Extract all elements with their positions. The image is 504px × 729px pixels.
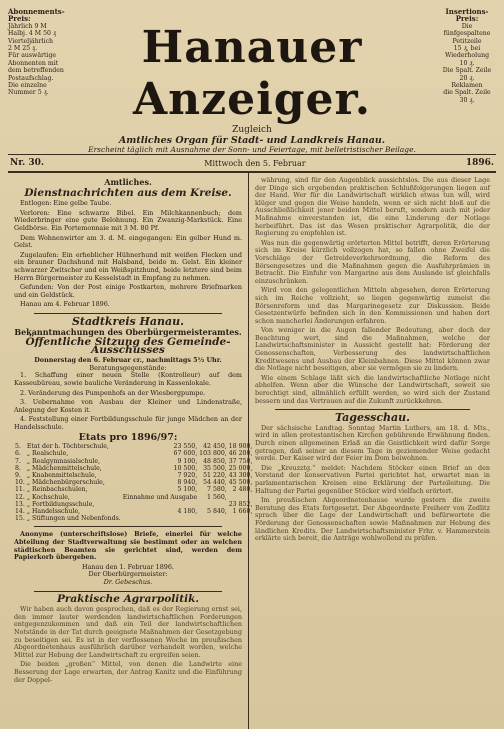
right-column bbox=[248, 173, 496, 729]
paragraph: Die beiden „großen“ Mittel, von denen die Landwirte eine Besserung der Lage erwarten, der Antrag Kanitz und die Einführung der Doppel- bbox=[14, 660, 242, 684]
budget-cell: 11. bbox=[15, 486, 25, 494]
budget-cell: 5 100, bbox=[177, 486, 198, 494]
advertising-line: 10 ₰. bbox=[459, 59, 475, 67]
budget-cell: „ Knabenmittelschule, bbox=[26, 472, 97, 480]
article-columns bbox=[8, 173, 496, 729]
budget-cell bbox=[198, 515, 228, 522]
budget-cell: 2 480, bbox=[232, 486, 253, 494]
budget-row bbox=[14, 443, 253, 450]
advertising-line: Die Spalt. Zeile bbox=[442, 67, 492, 75]
paragraph: Zugelaufen: Ein erheblicher Hühnerhund mit weißen Flecken und ein brauner Dachshund mit Halsband, beide m. Gelst. Ein kleiner schwarzer Zwitscher und ein Weißspitzhund, beide letztere sind beim Herrn Bürgermeister zu Kesselstadt in Empfang zu nehmen. bbox=[14, 250, 242, 282]
budget-row bbox=[14, 458, 253, 465]
budget-cell: „ Handelsschule, bbox=[26, 508, 81, 516]
budget-cell: 54 440, bbox=[203, 479, 227, 487]
budget-cell: „ Kochschule, bbox=[26, 493, 70, 501]
paragraph: Gefunden: Von der Post einige Postkarten, mehrere Briefmarken und ein Geldstück. bbox=[14, 283, 242, 299]
budget-cell: 1 560, bbox=[207, 493, 227, 501]
budget-row bbox=[14, 515, 253, 522]
advertising-line: Reklamen bbox=[451, 82, 483, 90]
section-city-district: Stadtkreis Hanau. bbox=[71, 314, 184, 328]
heading-public-session: Öffentliche Sitzung des Gemeinde-Ausschusses bbox=[25, 336, 231, 356]
masthead bbox=[8, 4, 496, 154]
budget-cell: 10. bbox=[15, 479, 25, 487]
budget-cell: 10 500, bbox=[173, 464, 198, 472]
paragraph: Was nun die gegenwärtig erörterten Mittel betrifft, deren Erörterung sich im Kreise kürzlich vollzogen hat, so fallen ohne Zweifel die Vorschläge der Getreideverkehrsordnung, die Reform des Börsengesetzes und die Maßnahmen gegen die Ausfuhrprämien in Betracht. Die Einfuhr von Margarine aus dem Auslande ist gleichfalls einzuschränken. bbox=[255, 238, 490, 285]
subscription-line: dem betreffenden bbox=[8, 67, 64, 75]
budget-row bbox=[14, 450, 253, 457]
advertising-rates-box bbox=[438, 8, 496, 104]
subtitle-zugleich: Zugleich bbox=[232, 125, 272, 135]
agenda-list bbox=[14, 372, 242, 431]
budget-cell: „ Realschule, bbox=[26, 450, 69, 458]
budget-cell: „ Mädchenbürgerschule, bbox=[26, 479, 105, 487]
advertising-line: Petitzeile bbox=[452, 37, 482, 45]
budget-cell: 43 300, bbox=[228, 472, 253, 480]
notice-date: Hanau den 1. Februar 1896. bbox=[82, 562, 174, 571]
subscription-line: Postaufschlag. bbox=[8, 74, 54, 82]
advertising-line: 15 ₰, bei bbox=[453, 45, 481, 53]
agenda-label: Beratungsgegenstände: bbox=[89, 363, 167, 372]
budget-cell: „ Stiftungen und Nebenfonds. bbox=[26, 515, 121, 523]
budget-row bbox=[14, 472, 253, 479]
budget-cell: 48 850, bbox=[203, 457, 227, 465]
dateline: Hanau am 4. Februar 1896. bbox=[20, 300, 110, 309]
heading-daily-review: Tagesschau. bbox=[335, 411, 410, 425]
newspaper-title: Hanauer Anzeiger. bbox=[132, 22, 372, 125]
paragraph: Im preußischen Abgeordnetenhause wurde gestern die zweite Beratung des Etats fortgesetzt. Der Abgeordnete Freiherr von Zedlitz sprach über die Lage der Landwirtschaft und befürwortete die Förderung der Genossenschaften sowie Maßnahmen zur Hebung des ländlichen Kredits. Der Landwirtschaftsminister Frhr. v. Hammerstein erklärte sich bereit, die Anträge wohlwollend zu prüfen. bbox=[255, 496, 490, 543]
paragraph: Wie einem Schlage läßt sich die landwirtschaftliche Notlage nicht abhelfen. Wenn aber die Wünsche der Landwirtschaft, soweit sie berechtigt sind, allmählich erfüllt werden, so wird sich der Zustand bessern und das Vertrauen auf die Zukunft zurückkehren. bbox=[255, 373, 490, 405]
budget-cell: 14. bbox=[15, 508, 25, 516]
budget-row bbox=[14, 494, 253, 501]
paragraph: Dem Wohnenwirter am 3. d. M. eingegangen: Ein gelber Hund m. Gelst. bbox=[14, 233, 242, 250]
budget-row bbox=[14, 465, 253, 472]
paragraph: Von weniger in die Augen fallender Bedeutung, aber doch der Beachtung wert, sind die Maßnahmen, welche der Landwirtschaftsminister in Aussicht gestellt hat: Förderung der Genossenschaften, Verbesserung des landwirtschaftlichen Kreditwesens und Ausbau der Kleinbahnen. Diese Mittel können zwar die Notlage nicht beseitigen, aber sie vermögen sie zu lindern. bbox=[255, 326, 490, 373]
budget-cell: 13. bbox=[15, 500, 25, 508]
left-column bbox=[8, 173, 253, 729]
subscription-line: 2 M 25 ₰. bbox=[8, 45, 38, 53]
paragraph: Wird von den gelegentlichen Mitteln abgesehen, deren Erörterung sich im Reiche vollzieht, so liegen gegenwärtig zumeist die Börsenreform und das Margarinegesetz zur Diskussion. Beide Gesetzentwürfe befinden sich in den Kommissionen und haben dort schon mancherlei Änderungen erfahren. bbox=[255, 286, 490, 325]
issue-number: Nr. 30. bbox=[10, 158, 45, 168]
advertising-line: Die fünfgespaltene bbox=[443, 22, 491, 38]
notice-signature-name: Dr. Gebeschus. bbox=[103, 578, 153, 587]
budget-cell: „ Reinbachschulen, bbox=[26, 486, 88, 494]
budget-cell: 1 660, bbox=[232, 508, 253, 516]
issue-year: 1896. bbox=[465, 158, 494, 168]
heading-service-news: Dienstnachrichten aus dem Kreise. bbox=[24, 186, 232, 199]
subscription-line: Nummer 5 ₰. bbox=[8, 89, 49, 97]
subscription-line: Jährlich 9 M bbox=[8, 22, 47, 30]
paragraph: Entlogen: Eine gelbe Taube. bbox=[20, 199, 112, 208]
budget-table bbox=[14, 443, 253, 522]
budget-cell: 23 852, bbox=[228, 500, 253, 508]
masthead-subtitle bbox=[70, 126, 434, 155]
issue-info-bar bbox=[8, 155, 496, 173]
paragraph: Der sächsische Landtag. Sonntag Martin Luthers, am 18. d. Mts., wird in allen protestantischen Kirchen gebührende Erwähnung finden. Durch einen allgemeinen Erlaß an die Geistlichkeit wird dafür Sorge getragen, daß seiner an diesem Tage in geziemender Weise gedacht werde. Der Kaiser wird der Feier im Dom beiwohnen. bbox=[255, 423, 490, 463]
agenda-item: 4. Feststellung einer Fortbildungsschule für junge Mädchen an der Handelsschule. bbox=[14, 415, 242, 432]
budget-cell: 23 550, bbox=[173, 443, 198, 451]
agenda-item: 1. Schaffung einer neuen Stelle (Kontrolleur) auf dem Kasseubüreau, sowie bauliche Veränderung in Kassenlokale. bbox=[14, 371, 242, 388]
budget-cell: 42 450, bbox=[203, 443, 227, 451]
budget-cell: „ Realgymnasialschule, bbox=[26, 457, 101, 465]
budget-cell: 9 100, bbox=[177, 457, 198, 465]
budget-cell: 5. bbox=[15, 443, 21, 451]
budget-cell: Etat der h. Töchterschule, bbox=[26, 443, 109, 451]
subtitle-organ: Amtliches Organ für Stadt- und Landkreis Hanau. bbox=[118, 134, 386, 146]
budget-row bbox=[14, 501, 253, 508]
advertising-line: Preis: bbox=[455, 14, 479, 24]
budget-cell: 51 220, bbox=[203, 472, 227, 480]
budget-cell: 103 800, bbox=[199, 450, 227, 458]
paragraph: Wir haben auch davon gesprochen, daß es der Regierung ernst sei, den immer lauter werdenden landwirtschaftlichen Forderungen entgegenzukommen und daß ein Teil der landwirtschaftlichen Notstände in der Tat durch geeignete Maßnahmen der Gesetzgebung zu beseitigen sei. Es ist in der verflossenen Woche im preußischen Abgeordnetenhaus ausführlich darüber verhandelt worden, welche Mittel zur Hebung der Landwirtschaft zu ergreifen seien. bbox=[14, 605, 242, 659]
budget-cell: 35 500, bbox=[203, 464, 227, 472]
budget-cell bbox=[122, 501, 198, 508]
subscription-line: Für auswärtige bbox=[8, 52, 57, 60]
budget-cell: „ Mädchenmittelschule, bbox=[26, 464, 102, 472]
budget-cell: Einnahme und Ausgabe bbox=[122, 493, 198, 501]
subscription-line: Abonnenten mit bbox=[8, 59, 59, 67]
heading-agrarian-policy: Praktische Agrarpolitik. bbox=[56, 592, 200, 605]
paragraph: Die „Kreuzztg.“ meldet: Nachdem Stöcker einen Brief an den Vorstand der konservativen Partei gerichtet hat, erwartet man in parlamentarischen Kreisen eine Erklärung der Parteileitung. Die Haltung der Partei gegenüber Stöcker wird vielfach erörtert. bbox=[255, 463, 490, 495]
budget-cell: 25 000, bbox=[228, 464, 253, 472]
issue-date: Mittwoch den 5. Februar bbox=[204, 158, 306, 168]
advertising-line: 20 ₰. bbox=[459, 74, 475, 82]
budget-cell: 8. bbox=[15, 464, 21, 472]
subtitle-publication-schedule: Erscheint täglich mit Ausnahme der Sonn- und Feiertage, mit belletristischer Beilage. bbox=[88, 145, 416, 154]
budget-title: Etats pro 1896/97: bbox=[78, 431, 178, 443]
budget-cell: 9. bbox=[15, 472, 21, 480]
subscription-line: Halbj. 4 M 50 ₰ bbox=[8, 30, 57, 38]
paragraph: währung, sind für den Augenblick aussichtslos. Die aus dieser Lage der Dinge sich ergebenden praktischen Schlußfolgerungen liegen auf der Hand. Wer für die Landwirtschaft wirklich etwas tun will, wird klüger und gegen die Weise handeln, wenn er sich nicht bloß auf die Ausschließlichkeit jener beiden Mittel beruft, sondern auch mit jeder Maßnahme einverstanden ist, die eine Linderung der Notlage herbeiführt. Das ist das Wesen praktischer Agrarpolitik, die der Regierung zu empfehlen ist. bbox=[255, 176, 490, 238]
budget-cell: 5 840, bbox=[207, 508, 227, 516]
notice-signature-title: Der Oberbürgermeister: bbox=[88, 570, 168, 579]
anonymous-letters-notice: Anonyme (unterschriftslose) Briefe, einerlei für welche Abteilung der Stadtverwaltung sie bestimmt oder an welchen städtischen Beamten sie gerichtet sind, werden dem Papierkorb übergeben. bbox=[14, 530, 242, 562]
budget-cell: 4 180, bbox=[177, 508, 198, 516]
budget-cell bbox=[198, 501, 228, 508]
subscription-line: Preis: bbox=[8, 14, 31, 24]
budget-cell: 7 580, bbox=[207, 486, 227, 494]
paragraph: Verloren: Eine schwarze Bibel. Ein Milchkannenbuch; dem Wiederbringer eine gute Belohnung. Ein Zwanzig-Markstück. Eine Geldbörse. Ein Portemonnaie mit 3 M. 80 Pf. bbox=[14, 208, 242, 232]
budget-cell: 15. bbox=[15, 515, 25, 523]
budget-cell: 37 750, bbox=[228, 457, 253, 465]
budget-cell: 7 920, bbox=[177, 472, 198, 480]
budget-cell: 7. bbox=[15, 457, 21, 465]
advertising-line: 30 ₰. bbox=[459, 96, 475, 104]
subscription-line: Vierteljährlich bbox=[8, 37, 54, 45]
session-date: Donnerstag den 6. Februar cr., nachmittags 5½ Uhr. bbox=[34, 356, 222, 365]
budget-cell: 46 200, bbox=[228, 450, 253, 458]
subscription-line: Die einzelne bbox=[8, 82, 47, 90]
budget-cell bbox=[122, 515, 198, 522]
budget-cell: 67 600, bbox=[173, 450, 198, 458]
advertising-line: Insertions- bbox=[445, 7, 489, 16]
agenda-item: 2. Veränderung des Pumpenhofs an der Wiesbergpumpe. bbox=[20, 388, 206, 397]
budget-cell: „ Fortbildungsschule, bbox=[26, 500, 95, 508]
section-official: Amtliches. bbox=[104, 177, 152, 187]
budget-cell: 45 500, bbox=[228, 479, 253, 487]
budget-cell: 8 940, bbox=[177, 479, 198, 487]
budget-cell: 12. bbox=[15, 493, 25, 501]
budget-row bbox=[14, 508, 253, 515]
heading-announcements: Bekanntmachungen des Oberbürgermeisteramtes. bbox=[14, 326, 242, 337]
advertising-line: Wiederholung bbox=[444, 52, 490, 60]
budget-row bbox=[14, 486, 253, 493]
budget-cell: 18 900, bbox=[228, 443, 253, 451]
budget-row bbox=[14, 479, 253, 486]
budget-cell: 6. bbox=[15, 450, 21, 458]
subscription-line: Abonnements- bbox=[8, 7, 65, 16]
subscription-box bbox=[8, 8, 66, 97]
advertising-line: die Spalt. Zeile bbox=[443, 89, 491, 97]
agenda-item: 3. Uebernahme von Ausbau der Kleiner und Lindenstraße, Anlegung der Kosten it. bbox=[14, 398, 242, 414]
